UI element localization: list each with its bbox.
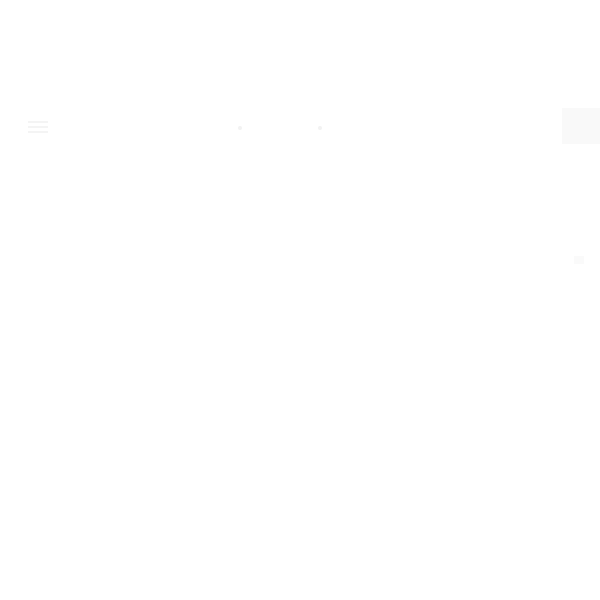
faint-marker: [574, 256, 584, 264]
header-dot: [318, 126, 322, 130]
header-dot: [238, 126, 242, 130]
corner-square-button[interactable]: [562, 108, 600, 144]
faint-header-bar: [0, 108, 600, 144]
menu-icon[interactable]: [24, 118, 52, 134]
